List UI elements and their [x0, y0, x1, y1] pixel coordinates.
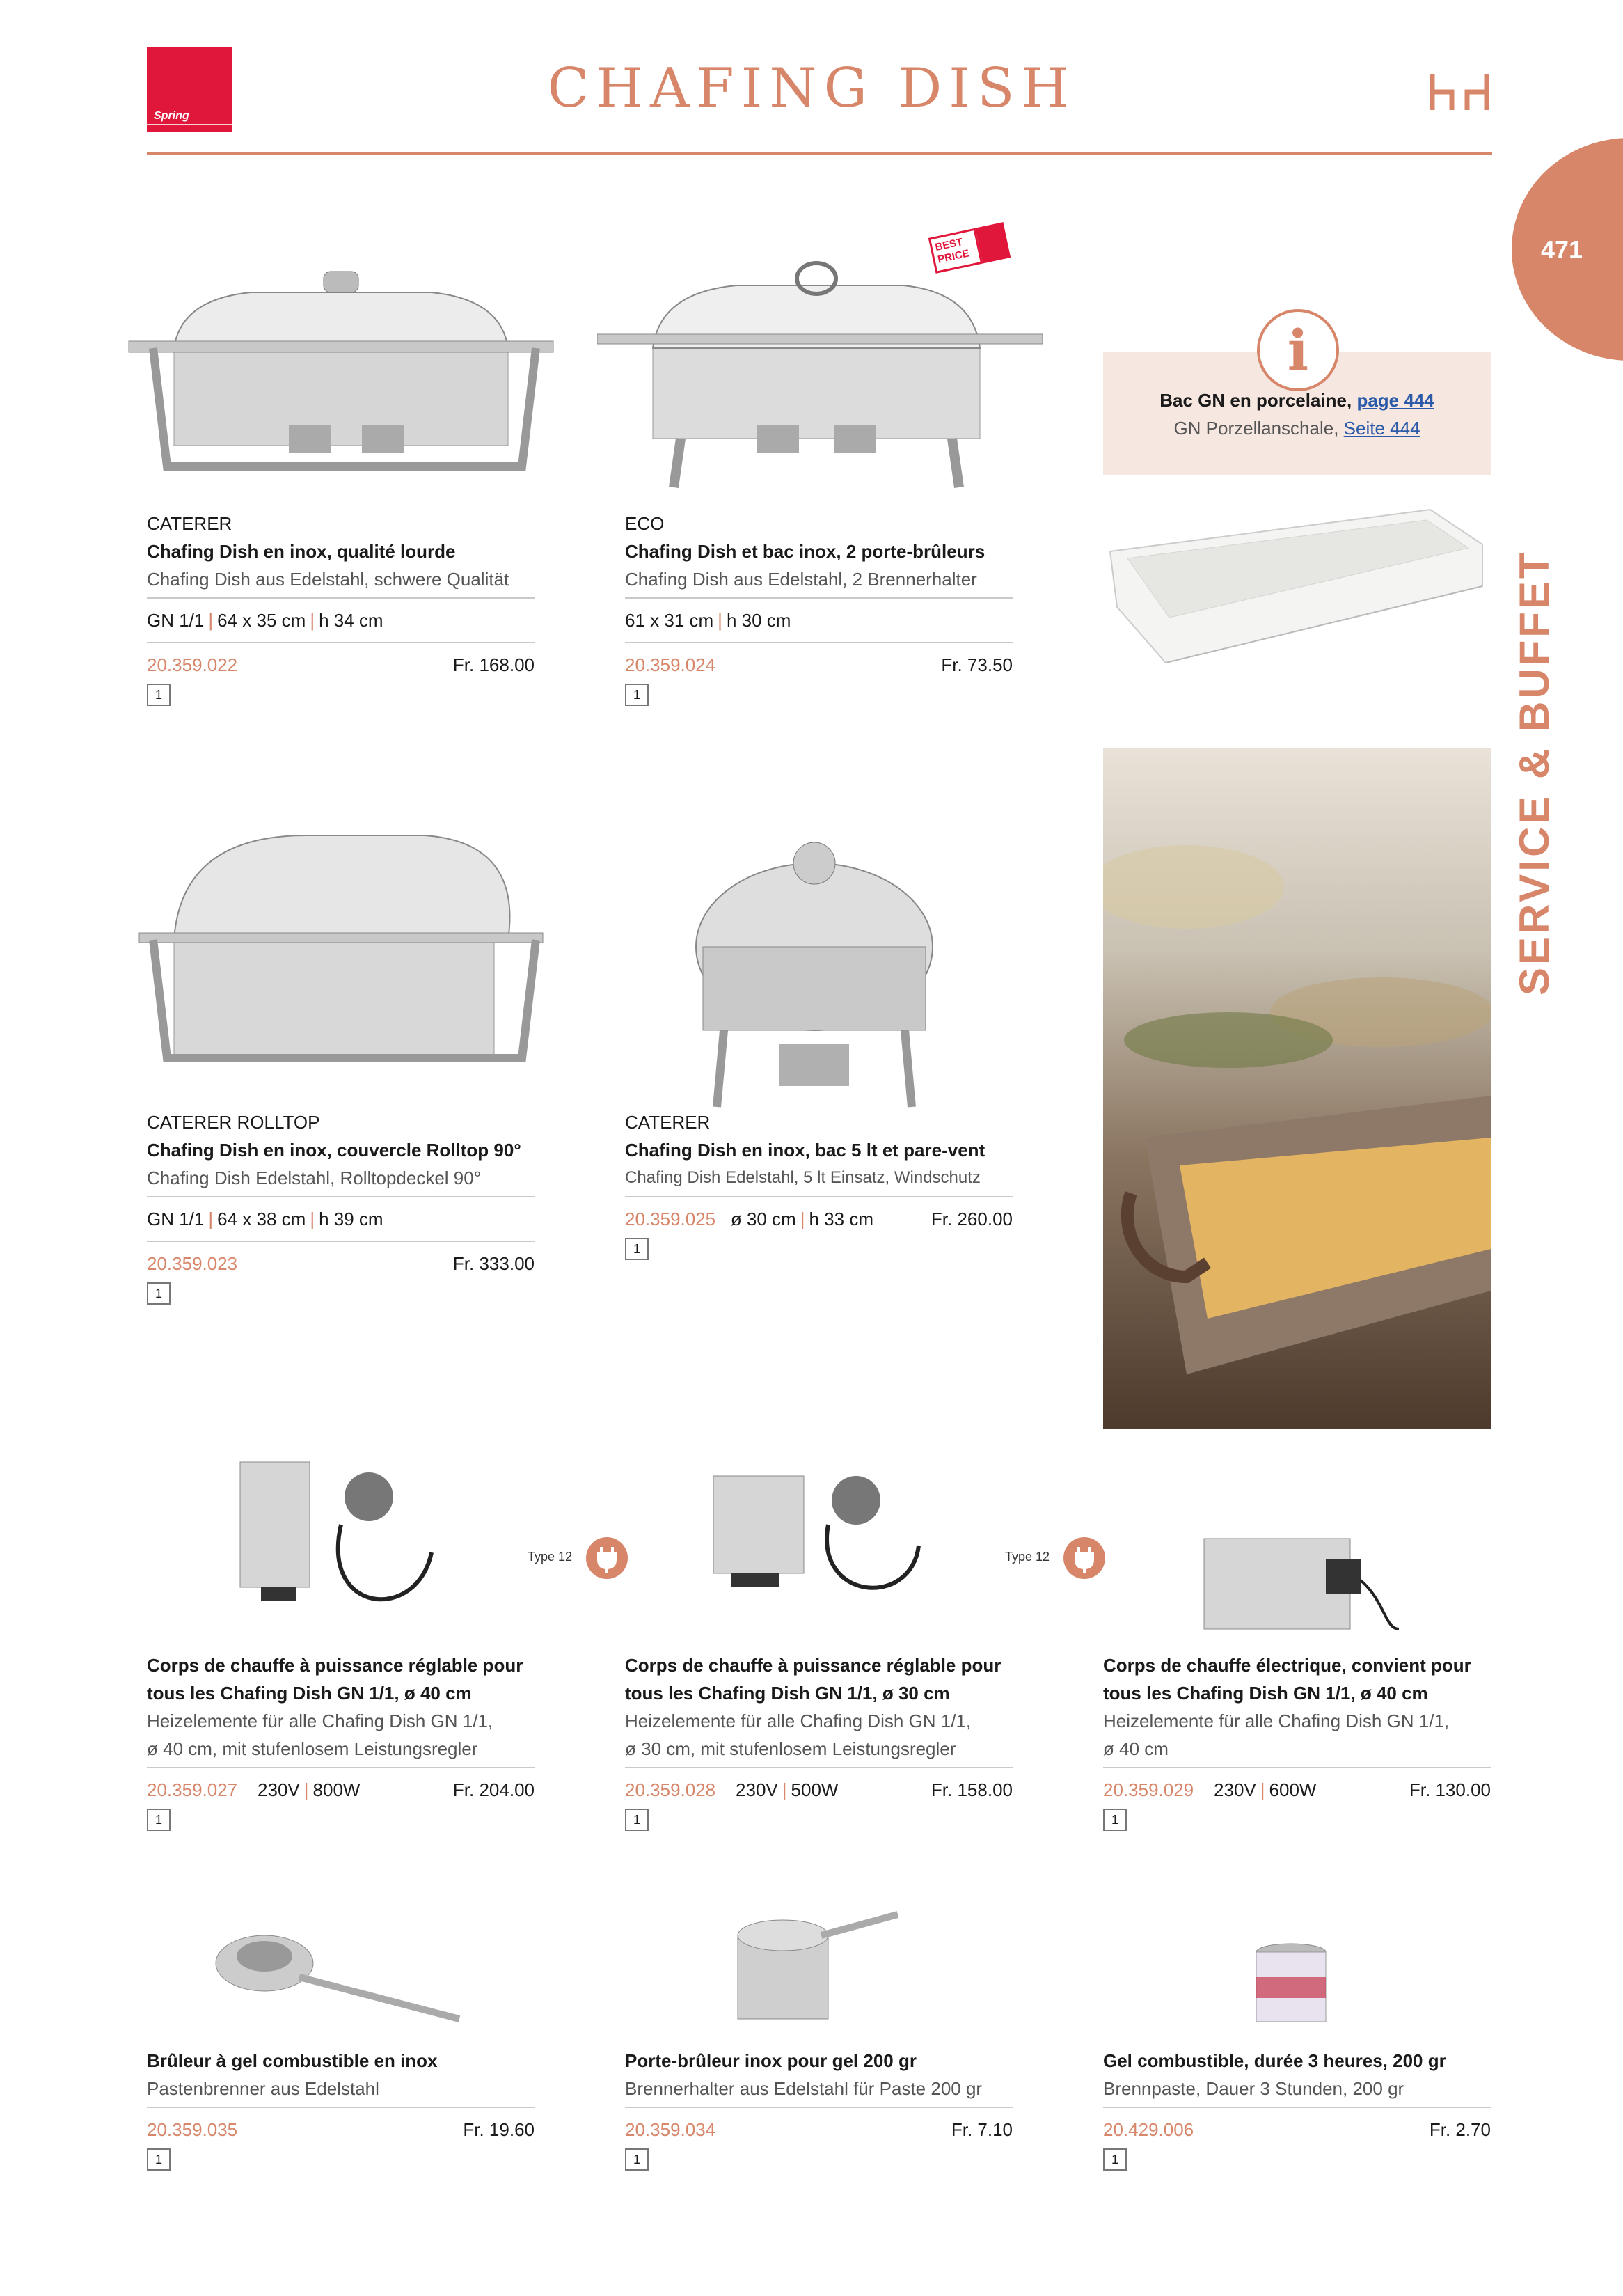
product-caterer [147, 510, 535, 706]
spring-logo: Spring [147, 47, 232, 132]
product-name-de: Chafing Dish aus Edelstahl, schwere Qualität [147, 569, 509, 590]
product-heating-element-30: Corps de chauffe à puissance réglable pour tous les Chafing Dish GN 1/1, ø 30 cm Heizelemente für alle Chafing Dish GN 1/1, ø 30 cm, mit stufenlosem Leistungsregler 20.359.028 230V | 500W Fr. 158.00 1 [625, 1651, 1013, 1831]
product-spec: GN 1/1 | 64 x 38 cm | h 39 cm [147, 1209, 383, 1229]
product-caterer-round: CATERER Chafing Dish en inox, bac 5 lt et pare-vent Chafing Dish Edelstahl, 5 lt Einsatz, Windschutz 20.359.025 ø 30 cm | h 33 cm Fr. 260.00 1 [625, 1108, 1013, 1260]
product-name-de: Chafing Dish Edelstahl, Rolltopdeckel 90° [147, 1167, 482, 1188]
product-price: Fr. 260.00 [931, 1209, 1013, 1229]
pack-qty-icon: 1 [1103, 1809, 1127, 1831]
product-price: Fr. 19.60 [463, 2119, 535, 2140]
round-chafing-dish-image [668, 835, 960, 1121]
eco-chafing-dish-image [597, 258, 1043, 494]
plug-icon [1063, 1537, 1105, 1579]
plug-icon [586, 1537, 628, 1579]
gel-fuel-can-image [1253, 1942, 1329, 2026]
best-price-badge: BEST PRICE [928, 222, 1011, 274]
product-category: CATERER ROLLTOP [147, 1112, 320, 1133]
buffet-photo [1103, 748, 1491, 1429]
product-name-fr: Chafing Dish en inox, bac 5 lt et pare-vent [625, 1140, 985, 1161]
seite-link[interactable]: Seite 444 [1343, 418, 1420, 439]
burner-holder-image [731, 1908, 912, 2026]
pack-qty-icon: 1 [147, 2148, 171, 2171]
product-gel-burner [147, 2047, 535, 2171]
heating-element-30-image [710, 1462, 933, 1615]
page-title: CHAFING DISH [547, 57, 1076, 120]
plug-type-label: Type 12 [1005, 1550, 1050, 1564]
product-sku: 20.359.024 [625, 654, 716, 675]
product-category: ECO [625, 513, 665, 534]
pack-qty-icon: 1 [625, 2148, 649, 2171]
product-name-de: Brennerhalter aus Edelstahl für Paste 200 gr [625, 2078, 983, 2099]
pack-qty-icon: 1 [147, 684, 171, 706]
page-number-tab [1512, 138, 1623, 361]
product-burner-holder [625, 2047, 1013, 2171]
product-name-de: Pastenbrenner aus Edelstahl [147, 2078, 379, 2099]
product-price: Fr. 73.50 [941, 654, 1013, 675]
plug-type-label: Type 12 [528, 1550, 573, 1564]
product-name-fr: Porte-brûleur inox pour gel 200 gr [625, 2050, 917, 2071]
product-name-fr: Gel combustible, durée 3 heures, 200 gr [1103, 2050, 1446, 2071]
product-price: Fr. 2.70 [1429, 2119, 1491, 2140]
product-sku: 20.359.027 [147, 1779, 238, 1800]
pack-qty-icon: 1 [147, 1282, 171, 1305]
product-name-fr: Chafing Dish et bac inox, 2 porte-brûleurs [625, 541, 985, 562]
product-sku: 20.359.028 [625, 1779, 716, 1800]
product-price: Fr. 204.00 [452, 1779, 535, 1800]
page-link[interactable]: page 444 [1356, 390, 1434, 411]
product-price: Fr. 168.00 [452, 654, 535, 675]
product-price: Fr. 158.00 [931, 1779, 1013, 1800]
product-name-fr: Brûleur à gel combustible en inox [147, 2050, 438, 2071]
electric-heating-element-image [1197, 1532, 1406, 1636]
product-name-fr: Chafing Dish en inox, qualité lourde [147, 541, 456, 562]
product-name-de: Chafing Dish aus Edelstahl, 2 Brennerhalter [625, 569, 977, 590]
page-number: 471 [1541, 235, 1583, 264]
product-name-de: Brennpaste, Dauer 3 Stunden, 200 gr [1103, 2078, 1404, 2099]
product-sku: 20.359.023 [147, 1253, 238, 1274]
product-spec: GN 1/1 | 64 x 35 cm | h 34 cm [147, 610, 383, 631]
pack-qty-icon: 1 [1103, 2148, 1127, 2171]
section-title: SERVICE & BUFFET [1511, 550, 1558, 996]
product-sku: 20.359.025 [625, 1209, 716, 1229]
info-box: i Bac GN en porcelaine, page 444 GN Porzellanschale, Seite 444 [1103, 352, 1491, 475]
product-heating-element-40: Corps de chauffe à puissance réglable pour tous les Chafing Dish GN 1/1, ø 40 cm Heizelemente für alle Chafing Dish GN 1/1, ø 40 cm, mit stufenlosem Leistungsregler 20.359.027 230V | 800W Fr. 204.00 1 [147, 1651, 535, 1831]
brand-mark-icon [1428, 72, 1492, 110]
info-icon: i [1257, 309, 1339, 391]
product-caterer-rolltop [147, 1108, 535, 1305]
product-sku: 20.359.022 [147, 654, 238, 675]
caterer-chafing-dish-image [125, 258, 557, 494]
product-category: CATERER [625, 1112, 711, 1133]
product-sku: 20.359.034 [625, 2119, 716, 2140]
gel-burner-image [209, 1914, 473, 2026]
product-electric-heating-element: Corps de chauffe électrique, convient pour tous les Chafing Dish GN 1/1, ø 40 cm Heizelemente für alle Chafing Dish GN 1/1, ø 40 cm 20.359.029 230V | 600W Fr. 130.00 1 [1103, 1651, 1491, 1831]
product-sku: 20.359.035 [147, 2119, 238, 2140]
pack-qty-icon: 1 [147, 1809, 171, 1831]
product-spec: 61 x 31 cm | h 30 cm [625, 610, 791, 631]
heating-element-40-image [237, 1455, 473, 1636]
pack-qty-icon: 1 [625, 1238, 649, 1260]
product-price: Fr. 130.00 [1409, 1779, 1491, 1800]
product-price: Fr. 333.00 [452, 1253, 535, 1274]
product-gel-fuel [1103, 2047, 1491, 2171]
product-sku: 20.429.006 [1103, 2119, 1194, 2140]
product-eco [625, 510, 1013, 706]
porcelain-gn-pan-image [1103, 503, 1491, 677]
product-price: Fr. 7.10 [951, 2119, 1013, 2140]
product-sku: 20.359.029 [1103, 1779, 1194, 1800]
product-category: CATERER [147, 513, 232, 534]
pack-qty-icon: 1 [625, 684, 649, 706]
pack-qty-icon: 1 [625, 1809, 649, 1831]
rolltop-chafing-dish-image [132, 821, 550, 1100]
product-name-de: Chafing Dish Edelstahl, 5 lt Einsatz, Windschutz [625, 1168, 981, 1187]
header-rule [147, 152, 1492, 155]
product-name-fr: Chafing Dish en inox, couvercle Rolltop 90° [147, 1140, 521, 1161]
